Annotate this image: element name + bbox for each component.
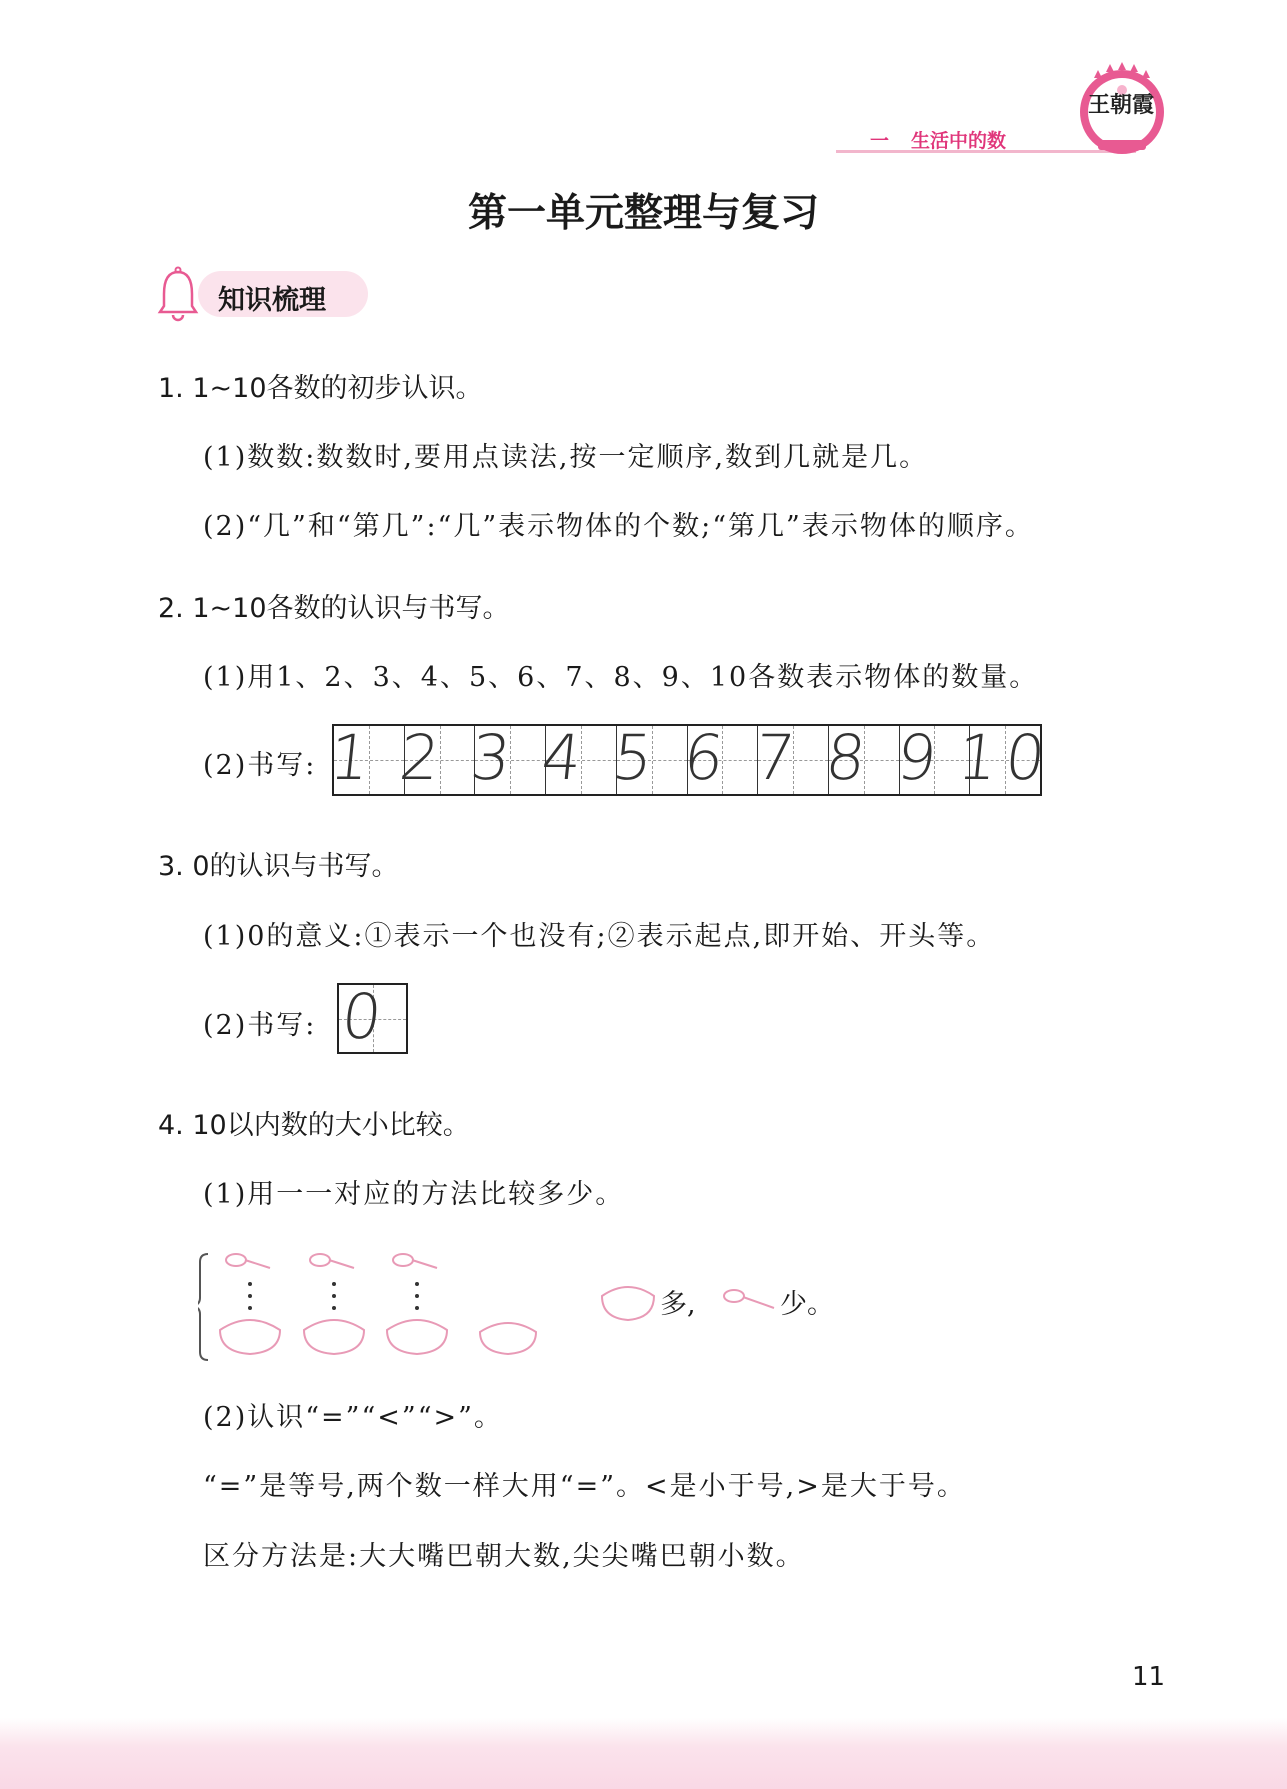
page-title: 第一单元整理与复习	[467, 191, 819, 236]
item-1-line-2: (2)“几”和“第几”:“几”表示物体的个数;“第几”表示物体的顺序。	[203, 511, 1034, 542]
footer-band	[0, 1718, 1287, 1789]
digit-9: 9	[893, 721, 941, 794]
digit-3: 3	[467, 721, 515, 794]
item-1-heading: 1. 1~10各数的初步认识。	[158, 373, 483, 404]
chapter-header	[870, 126, 1006, 153]
item-3-write-label: (2)书写:	[203, 1010, 317, 1041]
digit-7: 7	[751, 721, 799, 794]
item-4-line-3: “=”是等号,两个数一样大用“=”。<是小于号,>是大于号。	[203, 1471, 966, 1502]
item-4-line-1: (1)用一一对应的方法比较多少。	[203, 1179, 625, 1210]
digit-6: 6	[680, 721, 728, 794]
digit-5: 5	[609, 721, 657, 794]
compare-less-text: 少。	[780, 1289, 834, 1320]
item-4-heading: 4. 10以内数的大小比较。	[158, 1110, 470, 1141]
digit-4: 4	[538, 721, 586, 794]
digit-10: 10	[954, 721, 1057, 794]
item-2-write-label: (2)书写:	[203, 750, 317, 781]
item-3-line-1: (1)0的意义:①表示一个也没有;②表示起点,即开始、开头等。	[203, 921, 996, 952]
digit-8: 8	[822, 721, 870, 794]
bowl-icon	[598, 1276, 658, 1324]
item-4-line-2: (2)认识“=”“<”“>”。	[203, 1402, 503, 1433]
section-label: 知识梳理	[218, 285, 326, 316]
digit-2: 2	[396, 721, 444, 794]
badge-name: 王朝霞	[1088, 92, 1155, 118]
compare-more-text: 多,	[660, 1289, 696, 1320]
digit-1: 1	[326, 721, 374, 794]
item-1-line-1: (1)数数:数数时,要用点读法,按一定顺序,数到几就是几。	[203, 442, 929, 473]
item-2-heading: 2. 1~10各数的认识与书写。	[158, 593, 510, 624]
spoon-bowl-illustration	[198, 1248, 558, 1363]
spoon-icon	[722, 1286, 778, 1316]
item-3-heading: 3. 0的认识与书写。	[158, 851, 399, 882]
page-number: 11	[1132, 1662, 1166, 1692]
item-2-line-1: (1)用1、2、3、4、5、6、7、8、9、10各数表示物体的数量。	[203, 662, 1039, 693]
bell-icon	[156, 266, 200, 322]
chapter-number: 一	[870, 130, 890, 152]
item-4-line-4: 区分方法是:大大嘴巴朝大数,尖尖嘴巴朝小数。	[203, 1541, 805, 1572]
chapter-title: 生活中的数	[911, 130, 1007, 152]
digit-0: 0	[338, 980, 386, 1053]
